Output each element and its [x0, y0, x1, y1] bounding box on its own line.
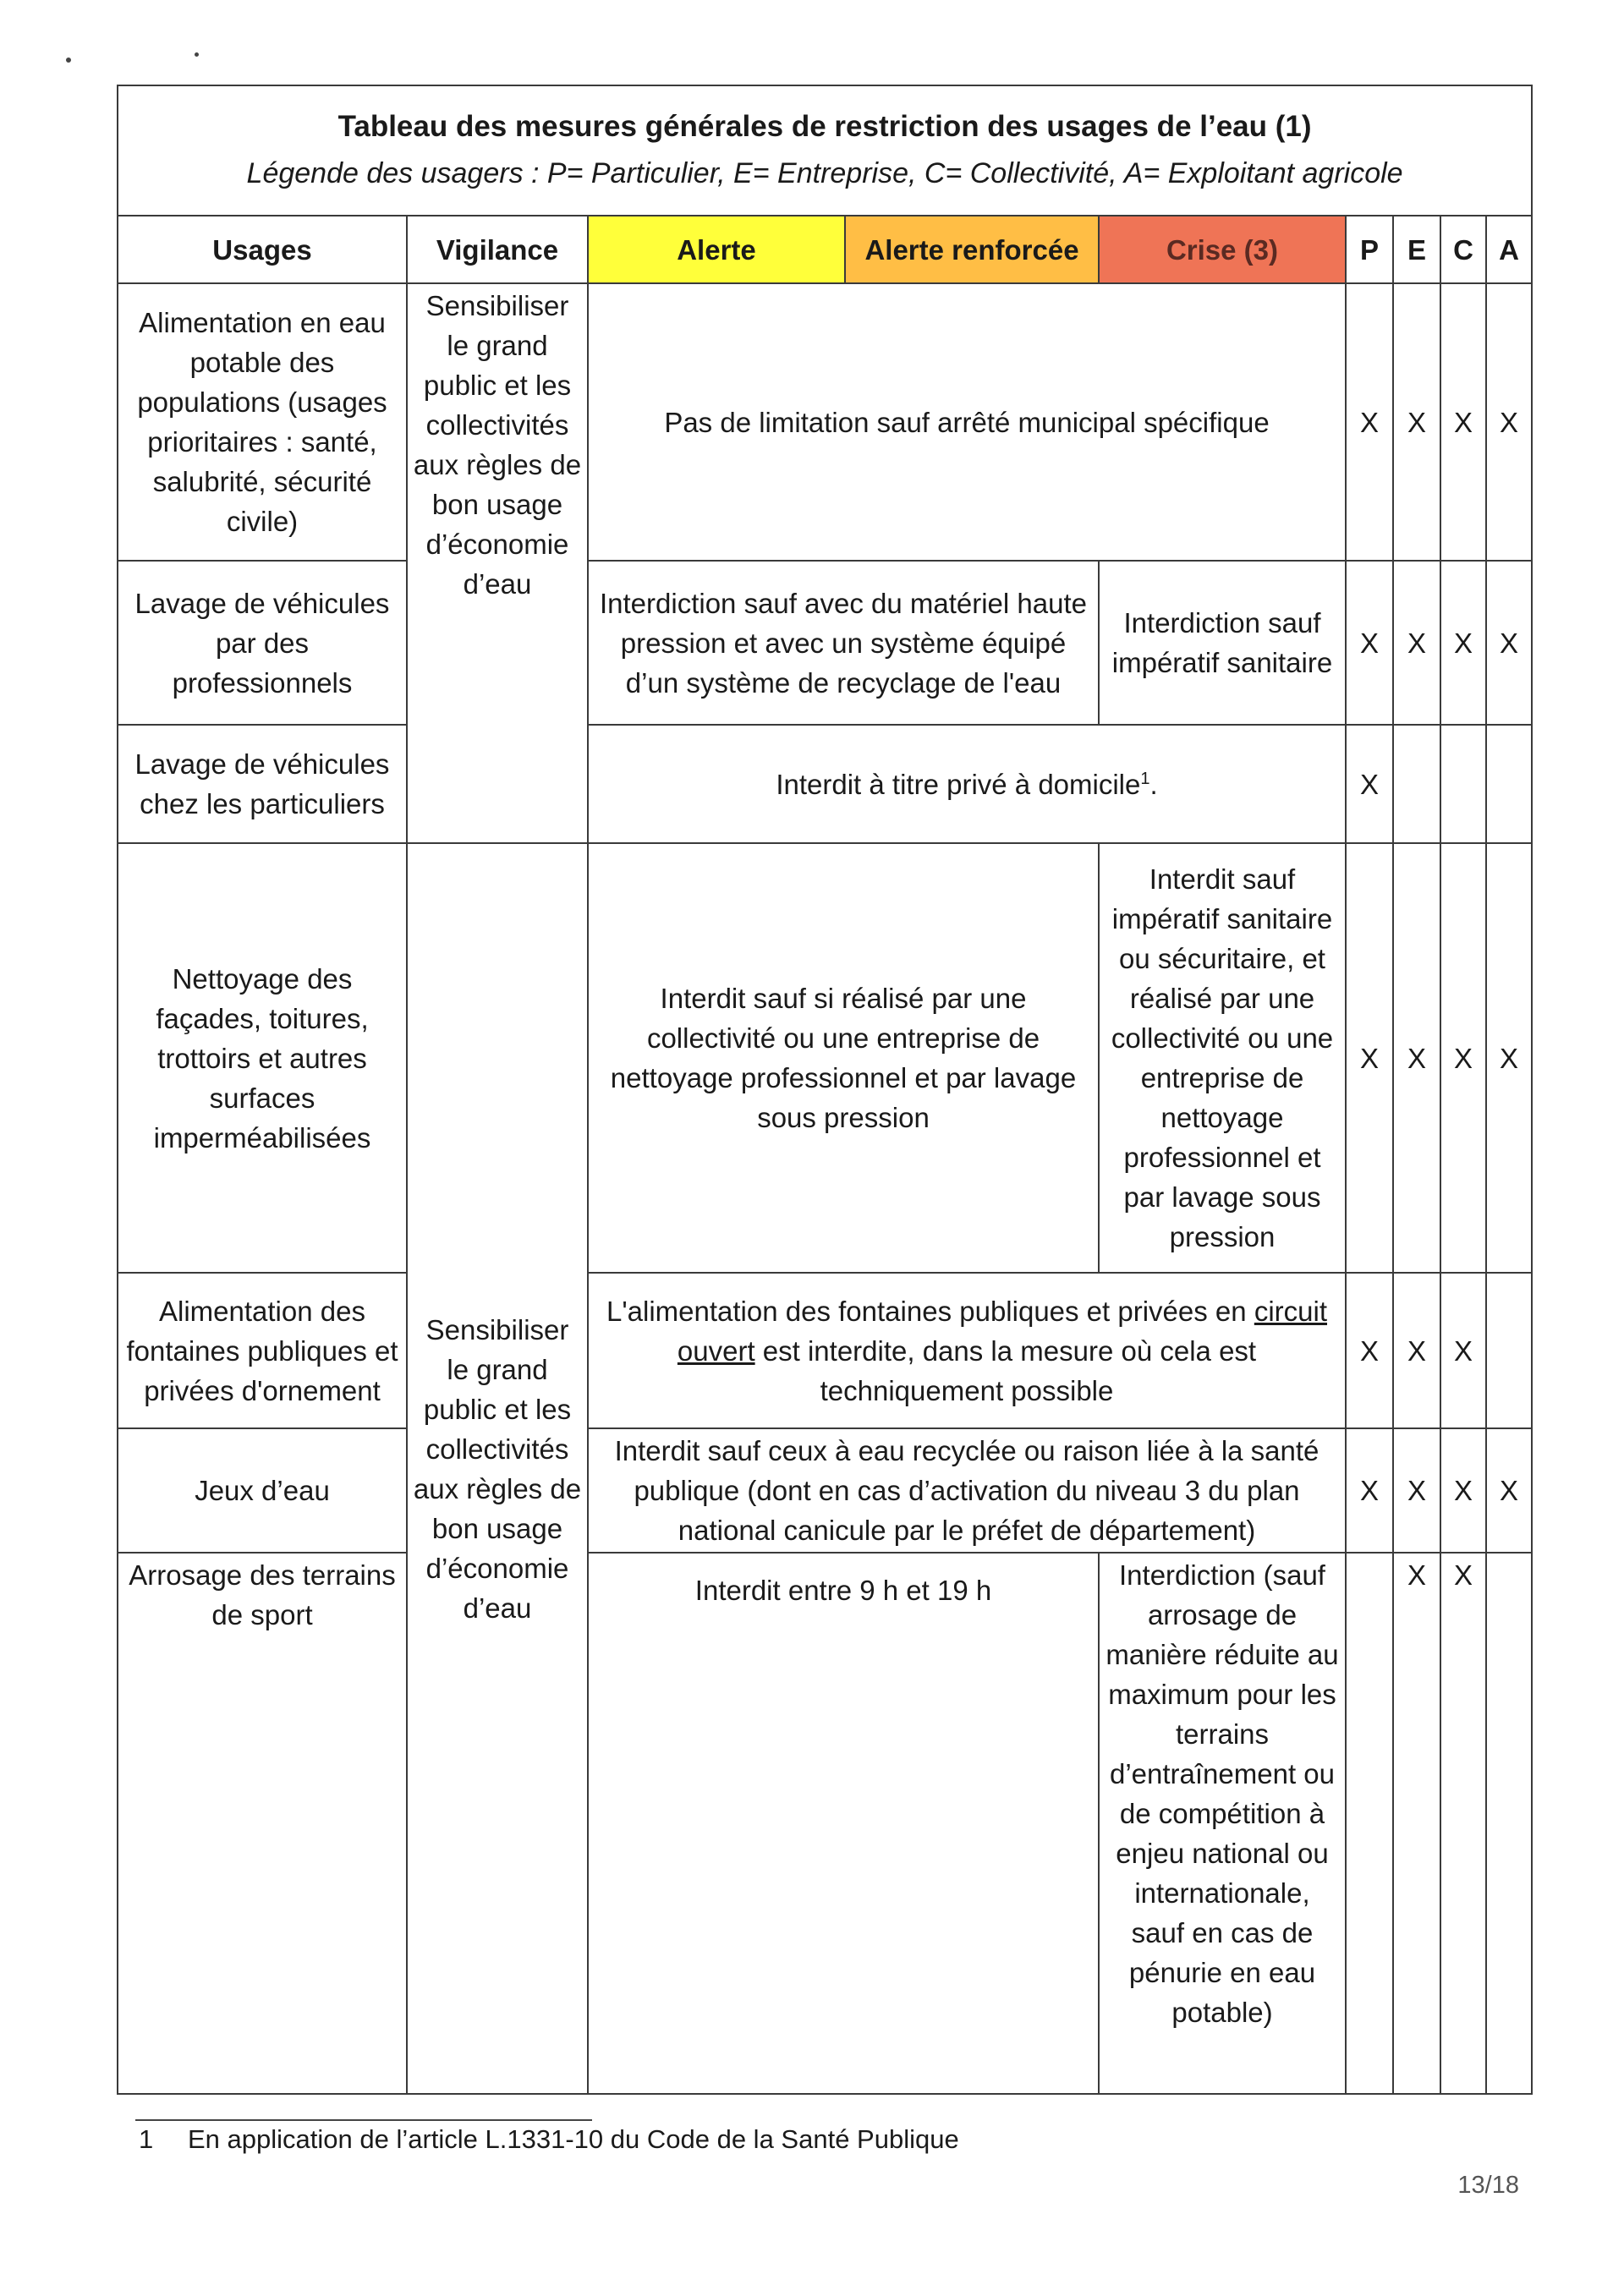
header-e: E — [1393, 216, 1440, 283]
table-row — [118, 561, 1532, 725]
mark-c: X — [1440, 1273, 1486, 1428]
usage-cell: Nettoyage des façades, toitures, trottoirs et autres surfaces imperméabilisées — [118, 843, 407, 1273]
measure-alerte-cell: Interdit entre 9 h et 19 h — [588, 1553, 1099, 2094]
mark-p: X — [1346, 561, 1393, 725]
table-row — [118, 283, 1532, 561]
measure-cell: Pas de limitation sauf arrêté municipal spécifique — [588, 283, 1346, 561]
measure-underlined: circuit ouvert — [677, 1295, 1327, 1367]
header-a: A — [1486, 216, 1532, 283]
usage-cell: Jeux d’eau — [118, 1428, 407, 1553]
header-row — [118, 216, 1532, 283]
header-p: P — [1346, 216, 1393, 283]
usage-cell: Alimentation en eau potable des populations (usages prioritaires : santé, salubrité, sécurité civile) — [118, 283, 407, 561]
table-row — [118, 1428, 1532, 1553]
vigilance-cell: Sensibiliser le grand public et les collectivités aux règles de bon usage d’économie d’eau — [407, 283, 588, 843]
table-title: Tableau des mesures générales de restriction des usages de l’eau (1) — [337, 110, 1312, 143]
mark-a-empty — [1486, 1553, 1532, 2094]
mark-c: X — [1440, 843, 1486, 1273]
usage-cell: Lavage de véhicules par des professionnels — [118, 561, 407, 725]
table-row — [118, 1273, 1532, 1428]
mark-a: X — [1486, 1428, 1532, 1553]
measure-text-before: L'alimentation des fontaines publiques et privées en — [606, 1295, 1254, 1327]
mark-c: X — [1440, 1553, 1486, 2094]
measure-crise-cell: Interdit sauf impératif sanitaire ou sécuritaire, et réalisé par une collectivité ou une entreprise de nettoyage professionnel et par lavage sous pression — [1099, 843, 1346, 1273]
usage-cell: Arrosage des terrains de sport — [118, 1553, 407, 2094]
vigilance-cell: Sensibiliser le grand public et les collectivités aux règles de bon usage d’économie d’eau — [407, 843, 588, 2094]
usage-cell: Lavage de véhicules chez les particuliers — [118, 725, 407, 843]
mark-p-empty — [1346, 1553, 1393, 2094]
mark-p: X — [1346, 1273, 1393, 1428]
page-number: 13/18 — [1457, 2172, 1519, 2199]
measure-crise-cell: Interdiction sauf impératif sanitaire — [1099, 561, 1346, 725]
scan-speck — [195, 52, 199, 57]
footnote-ref: 1 — [1140, 769, 1150, 788]
mark-p: X — [1346, 1428, 1393, 1553]
header-crise: Crise (3) — [1099, 216, 1346, 283]
table-legend: Légende des usagers : P= Particulier, E= Entreprise, C= Collectivité, A= Exploitant agricole — [246, 157, 1403, 189]
table-row — [118, 843, 1532, 1273]
mark-p: X — [1346, 843, 1393, 1273]
measure-cell — [588, 725, 1346, 843]
mark-a-empty — [1486, 725, 1532, 843]
footnote-number: 1 — [139, 2124, 154, 2154]
mark-c: X — [1440, 1428, 1486, 1553]
mark-p: X — [1346, 283, 1393, 561]
footnote-rule — [135, 2119, 592, 2121]
measure-cell: Interdit sauf ceux à eau recyclée ou raison liée à la santé publique (dont en cas d’activation du niveau 3 du plan national canicule par le préfet de département) — [588, 1428, 1346, 1553]
header-c: C — [1440, 216, 1486, 283]
mark-e: X — [1393, 1273, 1440, 1428]
table-title-cell — [118, 85, 1532, 216]
usage-cell: Alimentation des fontaines publiques et privées d'ornement — [118, 1273, 407, 1428]
mark-e: X — [1393, 283, 1440, 561]
measure-end: . — [1149, 768, 1158, 800]
mark-c: X — [1440, 561, 1486, 725]
mark-c-empty — [1440, 725, 1486, 843]
mark-e: X — [1393, 843, 1440, 1273]
mark-a: X — [1486, 561, 1532, 725]
measure-text: Interdit à titre privé à domicile — [776, 768, 1141, 800]
mark-a-empty — [1486, 1273, 1532, 1428]
mark-a: X — [1486, 843, 1532, 1273]
mark-e-empty — [1393, 725, 1440, 843]
scan-speck — [66, 58, 71, 63]
mark-e: X — [1393, 1428, 1440, 1553]
measure-alerte-cell: Interdiction sauf avec du matériel haute pression et avec un système équipé d’un système de recyclage de l'eau — [588, 561, 1099, 725]
mark-a: X — [1486, 283, 1532, 561]
mark-e: X — [1393, 1553, 1440, 2094]
table-row — [118, 1553, 1532, 2094]
header-usages: Usages — [118, 216, 407, 283]
mark-p: X — [1346, 725, 1393, 843]
table-row — [118, 725, 1532, 843]
header-vigilance: Vigilance — [407, 216, 588, 283]
measure-cell — [588, 1273, 1346, 1428]
mark-e: X — [1393, 561, 1440, 725]
header-alerte: Alerte — [588, 216, 845, 283]
measure-crise-cell: Interdiction (sauf arrosage de manière réduite au maximum pour les terrains d’entraînement ou de compétition à enjeu national ou internationale, sauf en cas de pénurie en eau potable) — [1099, 1553, 1346, 2094]
footnote — [139, 2123, 959, 2156]
header-alerte-renforcee: Alerte renforcée — [845, 216, 1099, 283]
mark-c: X — [1440, 283, 1486, 561]
footnote-text: En application de l’article L.1331-10 du Code de la Santé Publique — [188, 2124, 959, 2154]
measure-text-after: est interdite, dans la mesure où cela est techniquement possible — [754, 1334, 1257, 1406]
restriction-measures-table — [117, 85, 1533, 2095]
measure-alerte-cell: Interdit sauf si réalisé par une collectivité ou une entreprise de nettoyage professionnel et par lavage sous pression — [588, 843, 1099, 1273]
